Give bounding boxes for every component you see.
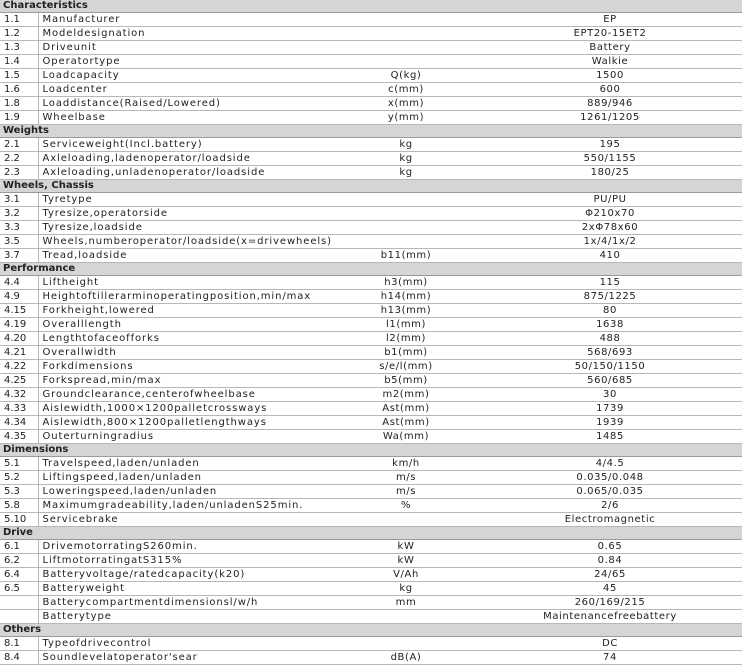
row-number: 4.32 [0,388,38,402]
section-title: Characteristics [0,0,742,13]
table-row [0,499,742,513]
table-row [0,152,742,166]
row-description: Overalllength [38,318,334,332]
row-unit: h14(mm) [334,290,474,304]
row-value: 0.065/0.035 [474,485,742,499]
row-number: 4.34 [0,416,38,430]
row-value: 875/1225 [474,290,742,304]
row-description: Groundclearance,centerofwheelbase [38,388,334,402]
row-unit [334,207,474,221]
section-header [0,0,742,13]
table-row [0,83,742,97]
row-value: 550/1155 [474,152,742,166]
section-header [0,125,742,138]
row-unit: kW [334,554,474,568]
section-title: Performance [0,263,742,276]
row-value: 1261/1205 [474,111,742,125]
row-unit: b5(mm) [334,374,474,388]
section-header [0,180,742,193]
row-description: Tyretype [38,193,334,207]
section-title: Weights [0,125,742,138]
table-row [0,193,742,207]
row-value: 1739 [474,402,742,416]
row-unit: V/Ah [334,568,474,582]
row-number: 4.9 [0,290,38,304]
table-row [0,457,742,471]
row-unit: Ast(mm) [334,416,474,430]
row-unit: % [334,499,474,513]
row-description: Tyresize,operatorside [38,207,334,221]
row-value: 1939 [474,416,742,430]
row-unit: b11(mm) [334,249,474,263]
table-row [0,402,742,416]
row-value: 0.65 [474,540,742,554]
row-description: Loaddistance(Raised/Lowered) [38,97,334,111]
table-row [0,221,742,235]
table-row [0,55,742,69]
table-row [0,513,742,527]
row-unit: kg [334,166,474,180]
row-number: 1.1 [0,13,38,27]
row-number: 3.5 [0,235,38,249]
row-number: 8.1 [0,637,38,651]
row-unit: kg [334,582,474,596]
row-unit: km/h [334,457,474,471]
row-number: 4.4 [0,276,38,290]
row-unit: kW [334,540,474,554]
row-unit: m2(mm) [334,388,474,402]
section-header [0,624,742,637]
row-unit: x(mm) [334,97,474,111]
row-number: 1.6 [0,83,38,97]
table-row [0,249,742,263]
row-description: Wheelbase [38,111,334,125]
row-description: Travelspeed,laden/unladen [38,457,334,471]
table-row [0,332,742,346]
row-number: 4.20 [0,332,38,346]
row-unit [334,221,474,235]
table-row [0,318,742,332]
row-number: 6.4 [0,568,38,582]
row-description: Servicebrake [38,513,334,527]
row-value: 1x/4/1x/2 [474,235,742,249]
row-value: 560/685 [474,374,742,388]
table-row [0,138,742,152]
row-unit: s/e/l(mm) [334,360,474,374]
row-description: Aislewidth,1000×1200palletcrossways [38,402,334,416]
row-unit [334,235,474,249]
row-value: 568/693 [474,346,742,360]
row-description: Overallwidth [38,346,334,360]
row-description: Tyresize,loadside [38,221,334,235]
row-description: Serviceweight(Incl.battery) [38,138,334,152]
row-value: 115 [474,276,742,290]
row-unit: h13(mm) [334,304,474,318]
row-value: Maintenancefreebattery [474,610,742,624]
row-value: 2/6 [474,499,742,513]
row-number: 5.1 [0,457,38,471]
table-row [0,651,742,665]
row-unit: l2(mm) [334,332,474,346]
row-value: 30 [474,388,742,402]
table-row [0,540,742,554]
row-description: Forkheight,lowered [38,304,334,318]
row-unit: kg [334,152,474,166]
row-number: 8.4 [0,651,38,665]
section-title: Others [0,624,742,637]
row-value: 80 [474,304,742,318]
row-description: Aislewidth,800×1200palletlengthways [38,416,334,430]
row-value: 889/946 [474,97,742,111]
row-value: 0.035/0.048 [474,471,742,485]
row-description: DrivemotorratingS260min. [38,540,334,554]
row-value: DC [474,637,742,651]
row-number: 1.8 [0,97,38,111]
table-row [0,13,742,27]
row-description: Loweringspeed,laden/unladen [38,485,334,499]
row-unit: Q(kg) [334,69,474,83]
row-description: Forkdimensions [38,360,334,374]
row-description: Modeldesignation [38,27,334,41]
row-description: Batterycompartmentdimensionsl/w/h [38,596,334,610]
table-row [0,290,742,304]
table-row [0,27,742,41]
table-row [0,637,742,651]
table-row [0,41,742,55]
row-unit: l1(mm) [334,318,474,332]
row-number: 3.1 [0,193,38,207]
row-number: 3.3 [0,221,38,235]
row-number: 5.2 [0,471,38,485]
row-number: 4.19 [0,318,38,332]
row-number: 4.35 [0,430,38,444]
table-row [0,207,742,221]
row-number [0,596,38,610]
row-unit: Wa(mm) [334,430,474,444]
row-description: Lengthtofaceofforks [38,332,334,346]
row-value: 1638 [474,318,742,332]
row-value: 74 [474,651,742,665]
table-row [0,388,742,402]
row-number: 1.4 [0,55,38,69]
row-description: Wheels,numberoperator/loadside(x=drivewheels) [38,235,334,249]
row-description: Operatortype [38,55,334,69]
row-unit [334,193,474,207]
row-unit: b1(mm) [334,346,474,360]
row-description: Forkspread,min/max [38,374,334,388]
row-unit [334,13,474,27]
table-row [0,554,742,568]
row-value: EP [474,13,742,27]
row-description: Batterytype [38,610,334,624]
section-header [0,444,742,457]
table-row [0,111,742,125]
row-number: 6.5 [0,582,38,596]
row-value: 410 [474,249,742,263]
row-description: Liftingspeed,laden/unladen [38,471,334,485]
row-number: 2.2 [0,152,38,166]
row-value: 1485 [474,430,742,444]
row-number: 4.25 [0,374,38,388]
row-number: 5.8 [0,499,38,513]
section-header [0,527,742,540]
row-number: 1.3 [0,41,38,55]
row-number: 4.21 [0,346,38,360]
table-row [0,235,742,249]
row-unit: kg [334,138,474,152]
row-description: Axleloading,unladenoperator/loadside [38,166,334,180]
row-value: Walkie [474,55,742,69]
row-number: 1.2 [0,27,38,41]
row-value: 50/150/1150 [474,360,742,374]
row-unit [334,513,474,527]
table-row [0,166,742,180]
row-number: 2.3 [0,166,38,180]
row-value: 260/169/215 [474,596,742,610]
row-number: 1.5 [0,69,38,83]
row-number: 2.1 [0,138,38,152]
row-unit: dB(A) [334,651,474,665]
row-value: 0.84 [474,554,742,568]
row-unit: Ast(mm) [334,402,474,416]
table-row [0,610,742,624]
row-value: PU/PU [474,193,742,207]
row-description: Tread,loadside [38,249,334,263]
row-unit: h3(mm) [334,276,474,290]
row-unit: y(mm) [334,111,474,125]
table-row [0,346,742,360]
row-value: 2xΦ78x60 [474,221,742,235]
section-title: Drive [0,527,742,540]
table-row [0,97,742,111]
table-row [0,69,742,83]
row-value: 45 [474,582,742,596]
table-row [0,568,742,582]
row-value: 180/25 [474,166,742,180]
row-number: 5.3 [0,485,38,499]
row-number: 4.15 [0,304,38,318]
table-row [0,360,742,374]
row-description: Soundlevelatoperator'sear [38,651,334,665]
table-row [0,276,742,290]
row-value: EPT20-15ET2 [474,27,742,41]
row-value: Φ210x70 [474,207,742,221]
row-value: Battery [474,41,742,55]
section-title: Dimensions [0,444,742,457]
section-header [0,263,742,276]
table-row [0,485,742,499]
row-unit: c(mm) [334,83,474,97]
row-value: 195 [474,138,742,152]
section-title: Wheels, Chassis [0,180,742,193]
row-number: 4.33 [0,402,38,416]
row-description: Driveunit [38,41,334,55]
table-row [0,374,742,388]
row-unit [334,55,474,69]
row-description: Maximumgradeability,laden/unladenS25min. [38,499,334,513]
row-value: 488 [474,332,742,346]
row-description: Manufacturer [38,13,334,27]
row-value: 4/4.5 [474,457,742,471]
row-number: 4.22 [0,360,38,374]
row-value: 600 [474,83,742,97]
row-unit: m/s [334,471,474,485]
table-row [0,471,742,485]
row-unit [334,41,474,55]
row-description: Batteryvoltage/ratedcapacity(k20) [38,568,334,582]
table-row [0,304,742,318]
row-number: 3.2 [0,207,38,221]
row-value: 1500 [474,69,742,83]
row-number: 3.7 [0,249,38,263]
row-number [0,610,38,624]
row-unit: m/s [334,485,474,499]
table-row [0,416,742,430]
row-number: 1.9 [0,111,38,125]
row-description: Outerturningradius [38,430,334,444]
row-unit: mm [334,596,474,610]
row-number: 6.1 [0,540,38,554]
table-row [0,582,742,596]
row-description: Loadcenter [38,83,334,97]
row-unit [334,27,474,41]
row-unit [334,610,474,624]
row-unit [334,637,474,651]
row-description: Typeofdrivecontrol [38,637,334,651]
row-description: Batteryweight [38,582,334,596]
row-description: Loadcapacity [38,69,334,83]
table-row [0,430,742,444]
row-number: 6.2 [0,554,38,568]
row-description: Liftheight [38,276,334,290]
row-description: LiftmotorratingatS315% [38,554,334,568]
row-description: Axleloading,ladenoperator/loadside [38,152,334,166]
table-row [0,596,742,610]
row-value: 24/65 [474,568,742,582]
row-number: 5.10 [0,513,38,527]
row-description: Heightoftillerarminoperatingposition,min/max [38,290,334,304]
row-value: Electromagnetic [474,513,742,527]
